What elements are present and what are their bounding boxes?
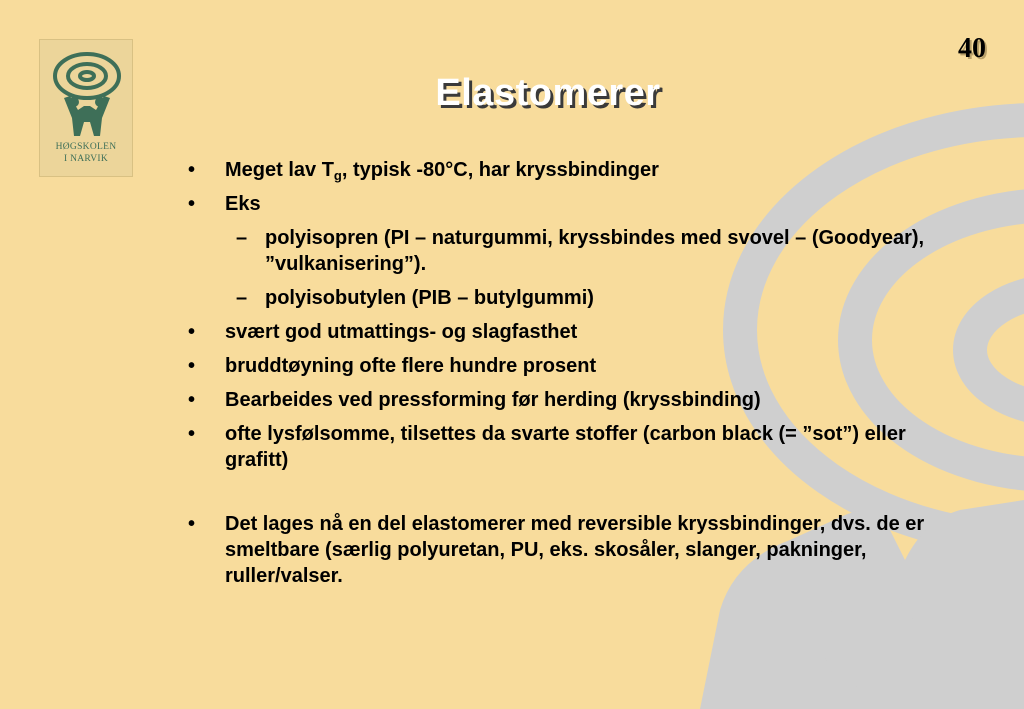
sub-bullet-text: polyisobutylen (PIB – butylgummi)	[265, 287, 594, 309]
bullet-list	[180, 157, 940, 597]
bullet-marker: •	[188, 513, 196, 535]
bullet-text: Eks	[225, 193, 261, 215]
watermark-ring-inner	[970, 290, 1024, 410]
sub-bullet-text: polyisopren (PI – naturgummi, kryssbindes med svovel – (Goodyear), ”vulkanisering”).	[265, 227, 925, 275]
bullet-item	[180, 353, 940, 379]
bullet-text: , typisk -80°C, har kryssbindinger	[341, 159, 659, 181]
bullet-item	[180, 319, 940, 345]
dash-marker: –	[236, 287, 248, 309]
sub-bullet-item	[180, 285, 940, 311]
slide-number: 40	[958, 33, 986, 64]
bullet-text: ofte lysfølsomme, tilsettes da svarte stoffer (carbon black (= ”sot”) eller grafitt)	[225, 423, 906, 471]
dash-marker: –	[236, 227, 248, 249]
bullet-item	[180, 191, 940, 217]
bullet-text: Det lages nå en del elastomerer med reversible kryssbindinger, dvs. de er smeltbare (særlig polyuretan, PU, eks. skosåler, slanger, pakninger, ruller/valser.	[225, 513, 925, 587]
watermark-figure-head	[822, 592, 918, 688]
bullet-item	[180, 387, 940, 413]
bullet-marker: •	[188, 159, 196, 181]
bullet-marker: •	[188, 193, 196, 215]
bullet-item	[180, 421, 940, 473]
bullet-text: Bearbeides ved pressforming før herding (kryssbinding)	[225, 389, 761, 411]
sub-bullet-item	[180, 225, 940, 277]
slide-title: Elastomerer	[435, 72, 661, 114]
bullet-text: Meget lav T	[225, 159, 334, 181]
bullet-marker: •	[188, 355, 196, 377]
logo-text-line1: HØGSKOLEN	[55, 142, 117, 152]
bullet-marker: •	[188, 321, 196, 343]
bullet-subscript: g	[333, 168, 342, 183]
bullet-marker: •	[188, 423, 196, 445]
bullet-item	[180, 511, 940, 589]
bullet-text: svært god utmattings- og slagfasthet	[225, 321, 578, 343]
bullet-item	[180, 157, 940, 183]
logo-text-line2: I NARVIK	[63, 154, 109, 164]
bullet-marker: •	[188, 389, 196, 411]
bullet-text: bruddtøyning ofte flere hundre prosent	[225, 355, 597, 377]
